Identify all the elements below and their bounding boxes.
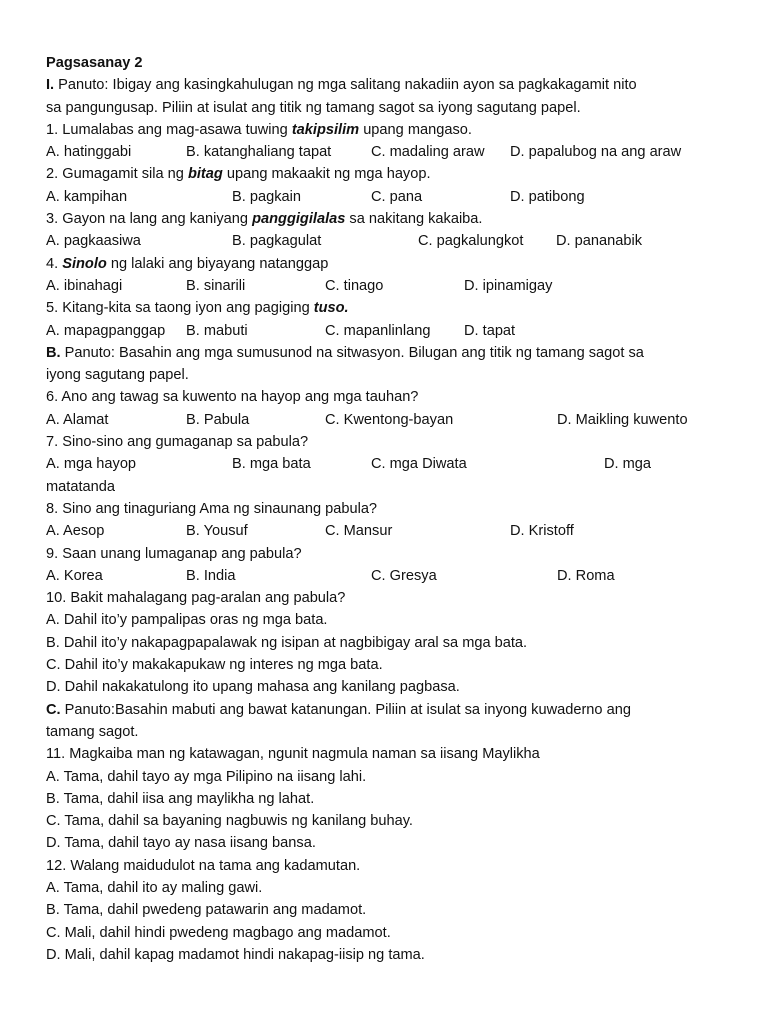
option-d: D. tapat [464,322,516,339]
question-2-options [46,186,726,208]
option-c: C. Mansur [325,523,393,540]
question-3-keyword: panggigilalas [252,211,346,228]
option-d: D. ipinamigay [464,277,553,294]
question-4-keyword: Sinolo [62,255,107,272]
option-c: C. Tama, dahil sa bayaning nagbuwis ng kanilang buhay. [46,813,413,830]
option-d: D. Tama, dahil tayo ay nasa iisang bansa. [46,835,316,852]
question-5 [46,297,726,319]
option-d: D. Roma [557,567,615,584]
question-8: 8. Sino ang tinaguriang Ama ng sinaunang pabula? [46,500,378,517]
option-a: A. Tama, dahil ito ay maling gawi. [46,879,263,896]
option-c: C. pagkalungkot [418,233,524,250]
section-c-mark: C. [46,701,61,718]
question-6-options [46,409,726,431]
option-b: B. mabuti [186,322,248,339]
option-d: D. pananabik [556,233,643,250]
question-2 [46,163,726,185]
option-c: C. Dahil ito’y makakapukaw ng interes ng mga bata. [46,657,383,674]
option-c: C. Mali, dahil hindi pwedeng magbago ang madamot. [46,924,391,941]
question-4-options [46,275,726,297]
option-d: D. Kristoff [510,523,574,540]
question-3 [46,208,726,230]
question-9-options [46,565,726,587]
question-9: 9. Saan unang lumaganap ang pabula? [46,545,302,562]
option-a: A. pagkaasiwa [46,233,141,250]
question-2-pre: 2. Gumagamit sila ng [46,166,188,183]
question-7-option-d-cont: matatanda [46,478,115,495]
question-5-pre: 5. Kitang-kita sa taong iyon ang pagiging [46,300,314,317]
question-10: 10. Bakit mahalagang pag-aralan ang pabula? [46,590,346,607]
option-b: B. Tama, dahil iisa ang maylikha ng lahat. [46,790,315,807]
question-3-post: sa nakitang kakaiba. [345,211,483,228]
question-2-post: upang makaakit ng mga hayop. [222,166,431,183]
option-b: B. pagkain [232,188,301,205]
section-c-instructions [46,699,726,721]
question-2-keyword: bitag [187,166,223,183]
option-d: D. Mali, dahil kapag madamot hindi nakapag-iisip ng tama. [46,946,425,963]
option-b: B. katanghaliang tapat [186,144,332,161]
question-7-options [46,453,726,475]
section-b-text: Panuto: Basahin ang mga sumusunod na sitwasyon. Bilugan ang titik ng tamang sagot sa [60,344,644,361]
worksheet [46,52,726,966]
section-b-instructions-cont: iyong sagutang papel. [46,367,189,384]
option-a: A. Alamat [46,411,109,428]
question-5-keyword: tuso. [313,300,349,317]
question-3-options [46,230,726,252]
question-1-post: upang mangaso. [359,121,472,138]
option-c: C. Gresya [371,567,437,584]
option-c: C. Kwentong-bayan [325,411,454,428]
question-8-options [46,520,726,542]
option-c: C. pana [371,188,423,205]
option-b: B. India [186,567,236,584]
question-6: 6. Ano ang tawag sa kuwento na hayop ang mga tauhan? [46,389,419,406]
question-3-pre: 3. Gayon na lang ang kaniyang [46,211,253,228]
question-5-options [46,320,726,342]
option-a: A. mga hayop [46,456,137,473]
question-1-options [46,141,726,163]
option-d: D. Maikling kuwento [557,411,688,428]
option-a: A. mapagpanggap [46,322,166,339]
question-7: 7. Sino-sino ang gumaganap sa pabula? [46,434,309,451]
question-4-post: ng lalaki ang biyayang natanggap [106,255,329,272]
question-1 [46,119,726,141]
option-a: A. Aesop [46,523,105,540]
option-d: D. papalubog na ang araw [510,144,682,161]
question-4-pre: 4. [46,255,63,272]
worksheet-title: Pagsasanay 2 [46,55,143,71]
option-a: A. Korea [46,567,103,584]
section-i-instructions [46,74,726,96]
option-b: B. Dahil ito’y nakapagpapalawak ng isipan at nagbibigay aral sa mga bata. [46,634,528,651]
option-d: D. Dahil nakakatulong ito upang mahasa ang kanilang pagbasa. [46,679,460,696]
section-c-text: Panuto:Basahin mabuti ang bawat katanungan. Piliin at isulat sa inyong kuwaderno ang [60,701,631,718]
section-i-mark: I. [46,77,55,94]
section-b-mark: B. [46,344,61,361]
option-c: C. madaling araw [371,144,485,161]
option-c: C. tinago [325,277,384,294]
section-c-instructions-cont: tamang sagot. [46,723,139,740]
option-c: C. mga Diwata [371,456,467,473]
question-1-keyword: takipsilim [291,121,360,138]
question-4 [46,253,726,275]
option-b: B. mga bata [232,456,311,473]
section-i-text: Panuto: Ibigay ang kasingkahulugan ng mga salitang nakadiin ayon sa pagkakagamit nito [54,77,637,94]
section-i-instructions-cont: sa pangungusap. Piliin at isulat ang titik ng tamang sagot sa iyong sagutang papel. [46,99,581,116]
option-b: B. Pabula [186,411,250,428]
option-b: B. pagkagulat [232,233,322,250]
option-a: A. Tama, dahil tayo ay mga Pilipino na iisang lahi. [46,768,367,785]
option-b: B. sinarili [186,277,246,294]
option-b: B. Yousuf [186,523,248,540]
question-1-pre: 1. Lumalabas ang mag-asawa tuwing [46,121,292,138]
question-11: 11. Magkaiba man ng katawagan, ngunit nagmula naman sa iisang Maylikha [46,746,540,763]
option-d: D. patibong [510,188,585,205]
option-c: C. mapanlinlang [325,322,431,339]
option-a: A. hatinggabi [46,144,132,161]
option-d: D. mga [604,456,652,473]
option-a: A. Dahil ito’y pampalipas oras ng mga bata. [46,612,328,629]
option-a: A. kampihan [46,188,128,205]
section-b-instructions [46,342,726,364]
option-b: B. Tama, dahil pwedeng patawarin ang madamot. [46,902,367,919]
option-a: A. ibinahagi [46,277,123,294]
question-12: 12. Walang maidudulot na tama ang kadamutan. [46,857,361,874]
